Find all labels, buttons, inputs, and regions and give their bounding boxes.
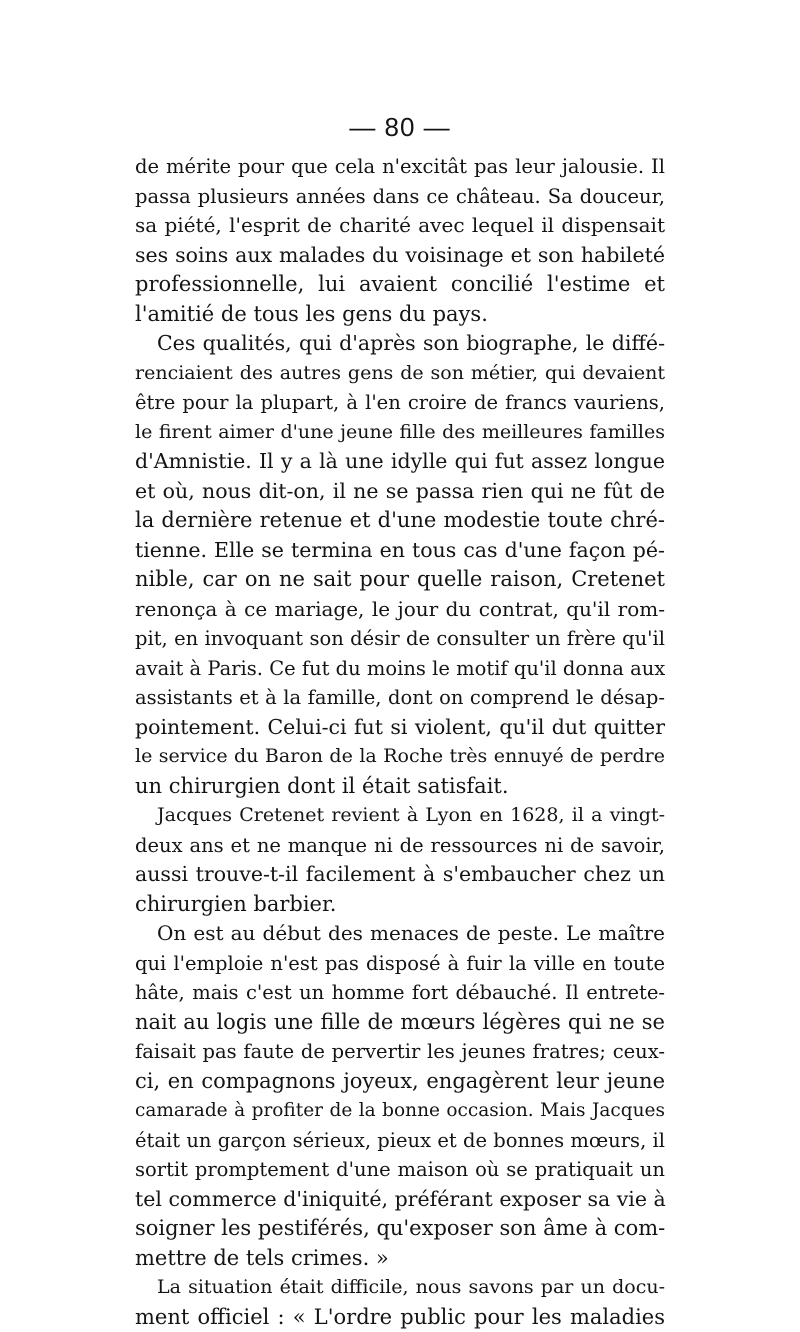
text-line: ment officiel : « L'ordre public pour les maladies [135,1303,665,1332]
text-line: avait à Paris. Ce fut du moins le motif qu'il donna aux [135,654,665,684]
body-text [135,152,665,1332]
text-line: ses soins aux malades du voisinage et son habileté [135,241,665,271]
text-line: qui l'emploie n'est pas disposé à fuir la ville en toute [135,949,665,979]
page-number: — 80 — [0,112,800,143]
text-line: de mérite pour que cela n'excitât pas leur jalousie. Il [135,152,665,182]
text-line: renciaient des autres gens de son métier, qui devaient [135,359,665,389]
text-line: être pour la plupart, à l'en croire de francs vauriens, [135,388,665,418]
text-line: ci, en compagnons joyeux, engagèrent leur jeune [135,1067,665,1097]
text-line: sortit promptement d'une maison où se pratiquait un [135,1155,665,1185]
text-line: renonça à ce mariage, le jour du contrat, qu'il rom- [135,595,665,625]
text-line: le service du Baron de la Roche très ennuyé de perdre [135,742,665,772]
text-line: un chirurgien dont il était satisfait. [135,772,665,802]
text-line: pointement. Celui-ci fut si violent, qu'il dut quitter [135,713,665,743]
text-line: tienne. Elle se termina en tous cas d'une façon pé- [135,536,665,566]
text-line: aussi trouve-t-il facilement à s'embaucher chez un [135,860,665,890]
text-line: soigner les pestiférés, qu'exposer son âme à com- [135,1214,665,1244]
text-line: La situation était difficile, nous savons par un docu- [135,1273,665,1303]
text-line: sa piété, l'esprit de charité avec lequel il dispensait [135,211,665,241]
text-line: hâte, mais c'est un homme fort débauché. Il entrete- [135,978,665,1008]
text-line: nible, car on ne sait pour quelle raison, Cretenet [135,565,665,595]
text-line: mettre de tels crimes. » [135,1244,665,1274]
text-line: Jacques Cretenet revient à Lyon en 1628, il a vingt- [135,801,665,831]
text-line: le firent aimer d'une jeune fille des meilleures familles [135,418,665,448]
text-line: passa plusieurs années dans ce château. Sa douceur, [135,182,665,212]
text-line: pit, en invoquant son désir de consulter un frère qu'il [135,624,665,654]
text-line: et où, nous dit-on, il ne se passa rien qui ne fût de [135,477,665,507]
text-line: assistants et à la famille, dont on comprend le désap- [135,683,665,713]
text-line: nait au logis une fille de mœurs légères qui ne se [135,1008,665,1038]
text-line: l'amitié de tous les gens du pays. [135,300,665,330]
text-line: chirurgien barbier. [135,890,665,920]
text-line: d'Amnistie. Il y a là une idylle qui fut assez longue [135,447,665,477]
text-line: tel commerce d'iniquité, préférant exposer sa vie à [135,1185,665,1215]
text-line: camarade à profiter de la bonne occasion. Mais Jacques [135,1096,665,1126]
text-line: Ces qualités, qui d'après son biographe, le diffé- [135,329,665,359]
text-line: professionnelle, lui avaient concilié l'estime et [135,270,665,300]
text-line: était un garçon sérieux, pieux et de bonnes mœurs, il [135,1126,665,1156]
text-line: deux ans et ne manque ni de ressources ni de savoir, [135,831,665,861]
text-line: faisait pas faute de pervertir les jeunes fratres; ceux- [135,1037,665,1067]
text-line: la dernière retenue et d'une modestie toute chré- [135,506,665,536]
text-line: On est au début des menaces de peste. Le maître [135,919,665,949]
